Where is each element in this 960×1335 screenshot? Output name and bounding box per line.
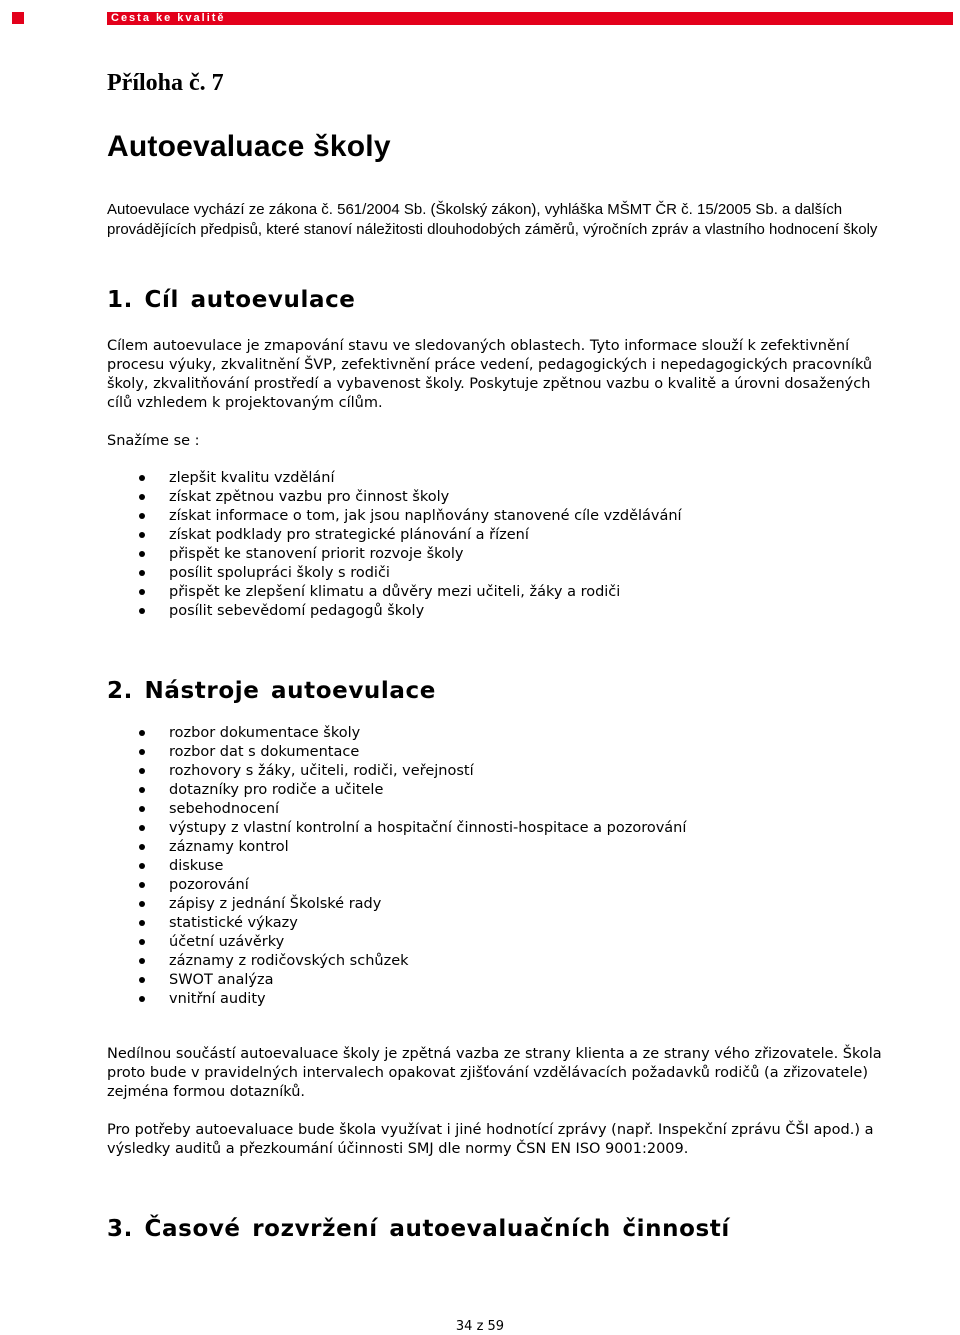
bullet-icon	[139, 882, 145, 888]
bullet-icon	[139, 901, 145, 907]
list-item-text: účetní uzávěrky	[169, 934, 285, 950]
goals-list	[107, 469, 682, 621]
bullet-icon	[139, 551, 145, 557]
section2-paragraph-2	[107, 1121, 897, 1159]
list-item	[107, 602, 682, 621]
section1-heading: 1. Cíl autoevulace	[107, 287, 356, 313]
list-item-text: získat zpětnou vazbu pro činnost školy	[169, 489, 450, 505]
list-item-text: přispět ke zlepšení klimatu a důvěry mezi učiteli, žáky a rodiči	[169, 584, 621, 600]
list-item	[107, 990, 686, 1009]
bullet-icon	[139, 475, 145, 481]
list-item	[107, 971, 686, 990]
list-item	[107, 857, 686, 876]
list-item	[107, 895, 686, 914]
bullet-icon	[139, 570, 145, 576]
list-item-text: přispět ke stanovení priorit rozvoje školy	[169, 546, 464, 562]
list-item	[107, 819, 686, 838]
list-item-text: získat podklady pro strategické plánování a řízení	[169, 527, 529, 543]
list-item-text: získat informace o tom, jak jsou naplňovány stanovené cíle vzdělávání	[169, 508, 682, 524]
bullet-icon	[139, 608, 145, 614]
list-item-text: dotazníky pro rodiče a učitele	[169, 782, 384, 798]
bullet-icon	[139, 806, 145, 812]
bullet-icon	[139, 494, 145, 500]
bullet-icon	[139, 977, 145, 983]
page-title: Autoevaluace školy	[107, 130, 391, 163]
list-item-text: záznamy z rodičovských schůzek	[169, 953, 409, 969]
bullet-icon	[139, 787, 145, 793]
list-item-text: rozbor dat s dokumentace	[169, 744, 360, 760]
list-item-text: rozbor dokumentace školy	[169, 725, 361, 741]
bullet-icon	[139, 958, 145, 964]
list-item	[107, 781, 686, 800]
list-item-text: záznamy kontrol	[169, 839, 289, 855]
list-item-text: pozorování	[169, 877, 249, 893]
reports-text: Pro potřeby autoevaluace bude škola využívat i jiné hodnotící zprávy (např. Inspekční zprávu ČŠI apod.) a výsledky auditů a přezkoumání účinnosti SMJ dle normy ČSN EN ISO 9001:2009.	[107, 1122, 874, 1157]
bullet-icon	[139, 996, 145, 1002]
list-item	[107, 507, 682, 526]
list-item	[107, 762, 686, 781]
section2-paragraph-1	[107, 1045, 897, 1102]
list-item-text: rozhovory s žáky, učiteli, rodiči, veřejností	[169, 763, 474, 779]
list-item	[107, 800, 686, 819]
list-item	[107, 724, 686, 743]
list-item-text: diskuse	[169, 858, 224, 874]
list-item	[107, 564, 682, 583]
list-item-text: posílit sebevědomí pedagogů školy	[169, 603, 425, 619]
list-item	[107, 838, 686, 857]
list-item	[107, 469, 682, 488]
list-item-text: výstupy z vlastní kontrolní a hospitační činnosti-hospitace a pozorování	[169, 820, 687, 836]
list-item-text: posílit spolupráci školy s rodiči	[169, 565, 390, 581]
list-item	[107, 526, 682, 545]
list-item	[107, 914, 686, 933]
bullet-icon	[139, 939, 145, 945]
list-item	[107, 933, 686, 952]
section3-heading: 3. Časové rozvržení autoevaluačních činností	[107, 1216, 730, 1242]
header-brand-bar	[107, 12, 953, 25]
page-number: 34 z 59	[455, 1319, 505, 1334]
list-item-text: zápisy z jednání Školské rady	[169, 896, 382, 912]
list-item	[107, 743, 686, 762]
list-item	[107, 952, 686, 971]
intro-paragraph: Autoevulace vychází ze zákona č. 561/2004 Sb. (Školský zákon), vyhláška MŠMT ČR č. 15/2005 Sb. a dalších provádějících předpisů, které stanoví náležitosti dlouhodobých záměrů, výročních zpráv a vlastního hodnocení školy	[107, 201, 878, 238]
appendix-label: Příloha č. 7	[107, 70, 224, 96]
list-item	[107, 583, 682, 602]
list-item-text: vnitřní audity	[169, 991, 266, 1007]
section1-paragraph	[107, 337, 897, 413]
bullet-icon	[139, 532, 145, 538]
list-item-text: SWOT analýza	[169, 972, 274, 988]
bullet-icon	[139, 768, 145, 774]
bullet-icon	[139, 920, 145, 926]
list-item	[107, 488, 682, 507]
list-item-text: sebehodnocení	[169, 801, 280, 817]
list-item-text: zlepšit kvalitu vzdělání	[169, 470, 335, 486]
section2-heading: 2. Nástroje autoevulace	[107, 678, 436, 704]
bullet-icon	[139, 749, 145, 755]
list-item	[107, 876, 686, 895]
list-item-text: statistické výkazy	[169, 915, 298, 931]
section1-text: Cílem autoevulace je zmapování stavu ve sledovaných oblastech. Tyto informace slouží k zefektivnění procesu výuky, zkvalitnění ŠVP, zefektivnění práce vedení, pedagogických i nepedagogických pracovníků školy, zkvalitňování prostředí a vybavenost školy. Poskytuje zpětnou vazbu o kvalitě a úrovni dosažených cílů vzhledem k projektovaným cílům.	[107, 338, 873, 411]
bullet-icon	[139, 844, 145, 850]
bullet-icon	[139, 825, 145, 831]
bullet-icon	[139, 863, 145, 869]
bullet-icon	[139, 730, 145, 736]
header-logo-square	[12, 12, 24, 24]
bullet-icon	[139, 589, 145, 595]
tools-list	[107, 724, 686, 1009]
section1-lead	[107, 432, 897, 451]
header-brand-text: Cesta ke kvalitě	[111, 12, 226, 24]
section1-lead-text: Snažíme se :	[107, 433, 200, 449]
bullet-icon	[139, 513, 145, 519]
feedback-text: Nedílnou součástí autoevaluace školy je zpětná vazba ze strany klienta a ze strany vého zřizovatele. Škola proto bude v pravidelných intervalech opakovat zjišťování vzdělávacích požadavků rodičů (a zřizovatele) zejména formou dotazníků.	[107, 1046, 882, 1100]
list-item	[107, 545, 682, 564]
